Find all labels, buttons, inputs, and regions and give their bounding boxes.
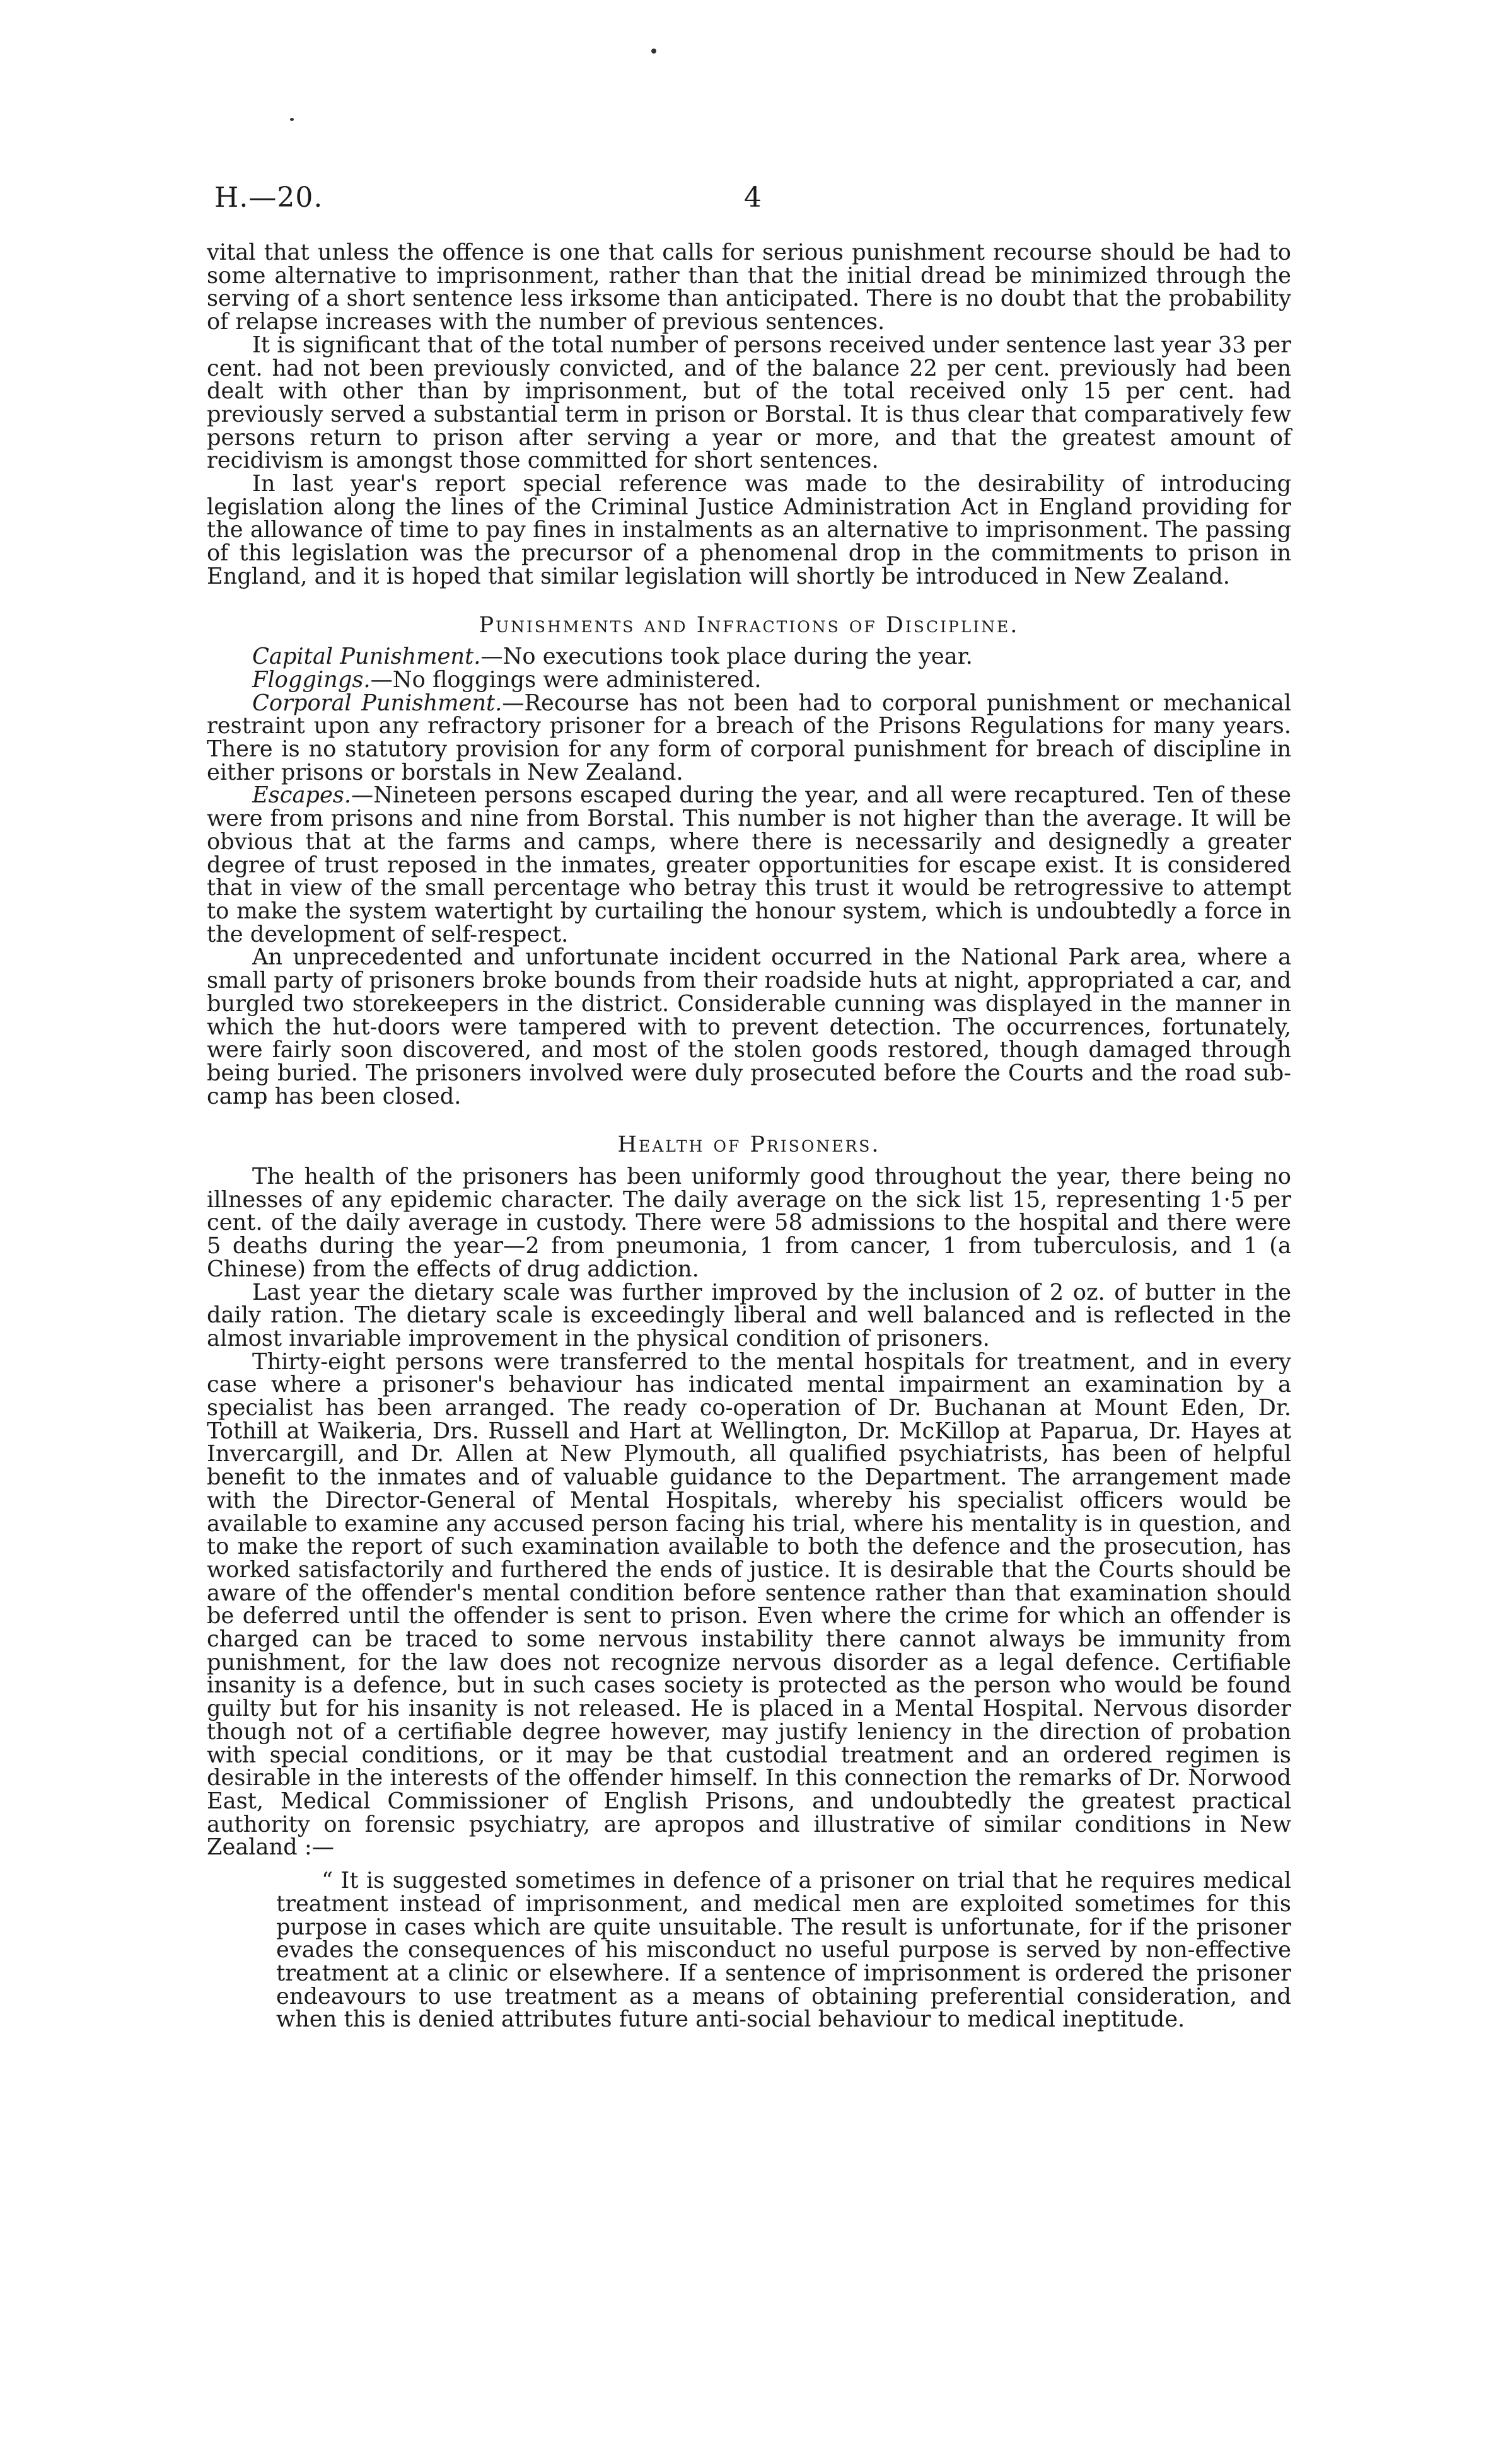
section-heading-punishments: Punishments and Infractions of Discipline. <box>479 612 1019 638</box>
paragraph-capital-punishment <box>207 645 1291 669</box>
paragraph: In last year's report special reference was made to the desirability of introducing legislation along the lines of the Criminal Justice Administration Act in England providing for the allowance of time to pay fines in instalments as an alternative to imprisonment. The passing of this legislation was the precursor of a phenomenal drop in the commitments to prison in England, and it is hoped that similar legislation will shortly be introduced in New Zealand. <box>207 471 1291 589</box>
run-in-heading: Escapes. <box>252 782 352 809</box>
paragraph-text: —Recourse has not been had to corporal punishment or mechanical restraint upon any refractory prisoner for a breach of the Prisons Regulations for many years. There is no statutory provision for any form of corporal punishment for breach of discipline in either prisons or borstals in New Zealand. <box>207 690 1291 785</box>
document-reference: H.—20. <box>214 182 323 214</box>
paragraph-text: —Nineteen persons escaped during the year, and all were recaptured. Ten of these were from prisons and nine from Borstal. This number is not higher than the average. It will be obvious that at the farms and camps, where there is necessarily and designedly a greater degree of trust reposed in the inmates, greater opportunities for escape exist. It is considered that in view of the small percentage who betray this trust it would be retrogressive to attempt to make the system watertight by curtailing the honour system, which is undoubtedly a force in the development of self-respect. <box>207 782 1291 947</box>
block-quote: “ It is suggested sometimes in defence of a prisoner on trial that he requires medical treatment instead of imprisonment, and medical men are exploited sometimes for this purpose in cases which are quite unsuitable. The result is unfortunate, for if the prisoner evades the consequences of his misconduct no useful purpose is served by non-effective treatment at a clinic or elsewhere. If a sentence of imprisonment is ordered the prisoner endeavours to use treatment as a means of obtaining preferential consideration, and when this is denied attributes future anti-social behaviour to medical ineptitude. <box>276 1868 1291 2033</box>
paragraph-text: —No floggings were administered. <box>370 666 762 693</box>
section-heading-health: Health of Prisoners. <box>617 1132 881 1158</box>
page-header <box>214 182 1286 219</box>
paragraph: vital that unless the offence is one that calls for serious punishment recourse should be had to some alternative to imprisonment, rather than that the initial dread be minimized through the serving of a short sentence less irksome than anticipated. There is no doubt that the probability of relapse increases with the number of previous sentences. <box>207 240 1291 335</box>
paragraph: Last year the dietary scale was further improved by the inclusion of 2 oz. of butter in the daily ration. The dietary scale is exceedingly liberal and well balanced and is reflected in the almost invariable improvement in the physical condition of prisoners. <box>207 1279 1291 1351</box>
paragraph-floggings <box>207 666 1291 693</box>
paragraph-corporal-punishment <box>207 692 1291 785</box>
scan-speck-mark <box>651 49 656 54</box>
paragraph: It is significant that of the total number of persons received under sentence last year 33 per cent. had not been previously convicted, and of the balance 22 per cent. previously had been dealt with other than by imprisonment, but of the total received only 15 per cent. had previously served a substantial term in prison or Borstal. It is thus clear that comparatively few persons return to prison after serving a year or more, and that the greatest amount of recidivism is amongst those committed for short sentences. <box>207 332 1291 474</box>
page-number: 4 <box>744 182 762 214</box>
paragraph-text: —No executions took place during the year. <box>480 644 973 670</box>
run-in-heading: Floggings. <box>252 666 371 693</box>
paragraph: Thirty-eight persons were transferred to the mental hospitals for treatment, and in every case where a prisoner's behaviour has indicated mental impairment an examination by a specialist has been arranged. The ready co-operation of Dr. Buchanan at Mount Eden, Dr. Tothill at Waikeria, Drs. Russell and Hart at Wellington, Dr. McKillop at Paparua, Dr. Hayes at Invercargill, and Dr. Allen at New Plymouth, all qualified psychiatrists, has been of helpful benefit to the inmates and of valuable guidance to the Department. The arrangement made with the Director-General of Mental Hospitals, whereby his specialist officers would be available to examine any accused person facing his trial, where his mentality is in question, and to make the report of such examination available to both the defence and the prosecution, has worked satisfactorily and furthered the ends of justice. It is desirable that the Courts should be aware of the offender's mental condition before sentence rather than that examination should be deferred until the offender is sent to prison. Even where the crime for which an offender is charged can be traced to some nervous instability there cannot always be immunity from punishment, for the law does not recognize nervous disorder as a legal defence. Certifiable insanity is a defence, but in such cases society is protected as the person who would be found guilty but for his insanity is not released. He is placed in a Mental Hospital. Nervous disorder though not of a certifiable degree however, may justify leniency in the direction of probation with special conditions, or it may be that custodial treatment and an ordered regimen is desirable in the interests of the offender himself. In this connection the remarks of Dr. Norwood East, Medical Commissioner of English Prisons, and undoubtedly the greatest practical authority on forensic psychiatry, are apropos and illustrative of similar conditions in New Zealand :— <box>207 1348 1291 1861</box>
paragraph-incident: An unprecedented and unfortunate incident occurred in the National Park area, where a small party of prisoners broke bounds from their roadside huts at night, appropriated a car, and burgled two storekeepers in the district. Considerable cunning was displayed in the manner in which the hut-doors were tampered with to prevent detection. The occurrences, fortunately, were fairly soon discovered, and most of the stolen goods restored, though damaged through being buried. The prisoners involved were duly prosecuted before the Courts and the road sub-camp has been closed. <box>207 944 1291 1109</box>
run-in-heading: Capital Punishment. <box>252 644 481 670</box>
scan-speck-mark <box>290 118 294 121</box>
paragraph-escapes <box>207 784 1291 946</box>
document-body <box>207 241 1291 2032</box>
paragraph: The health of the prisoners has been uniformly good throughout the year, there being no illnesses of any epidemic character. The daily average on the sick list 15, representing 1·5 per cent. of the daily average in custody. There were 58 admissions to the hospital and there were 5 deaths during the year—2 from pneumonia, 1 from cancer, 1 from tuberculosis, and 1 (a Chinese) from the effects of drug addiction. <box>207 1164 1291 1282</box>
run-in-heading: Corporal Punishment. <box>252 690 502 716</box>
